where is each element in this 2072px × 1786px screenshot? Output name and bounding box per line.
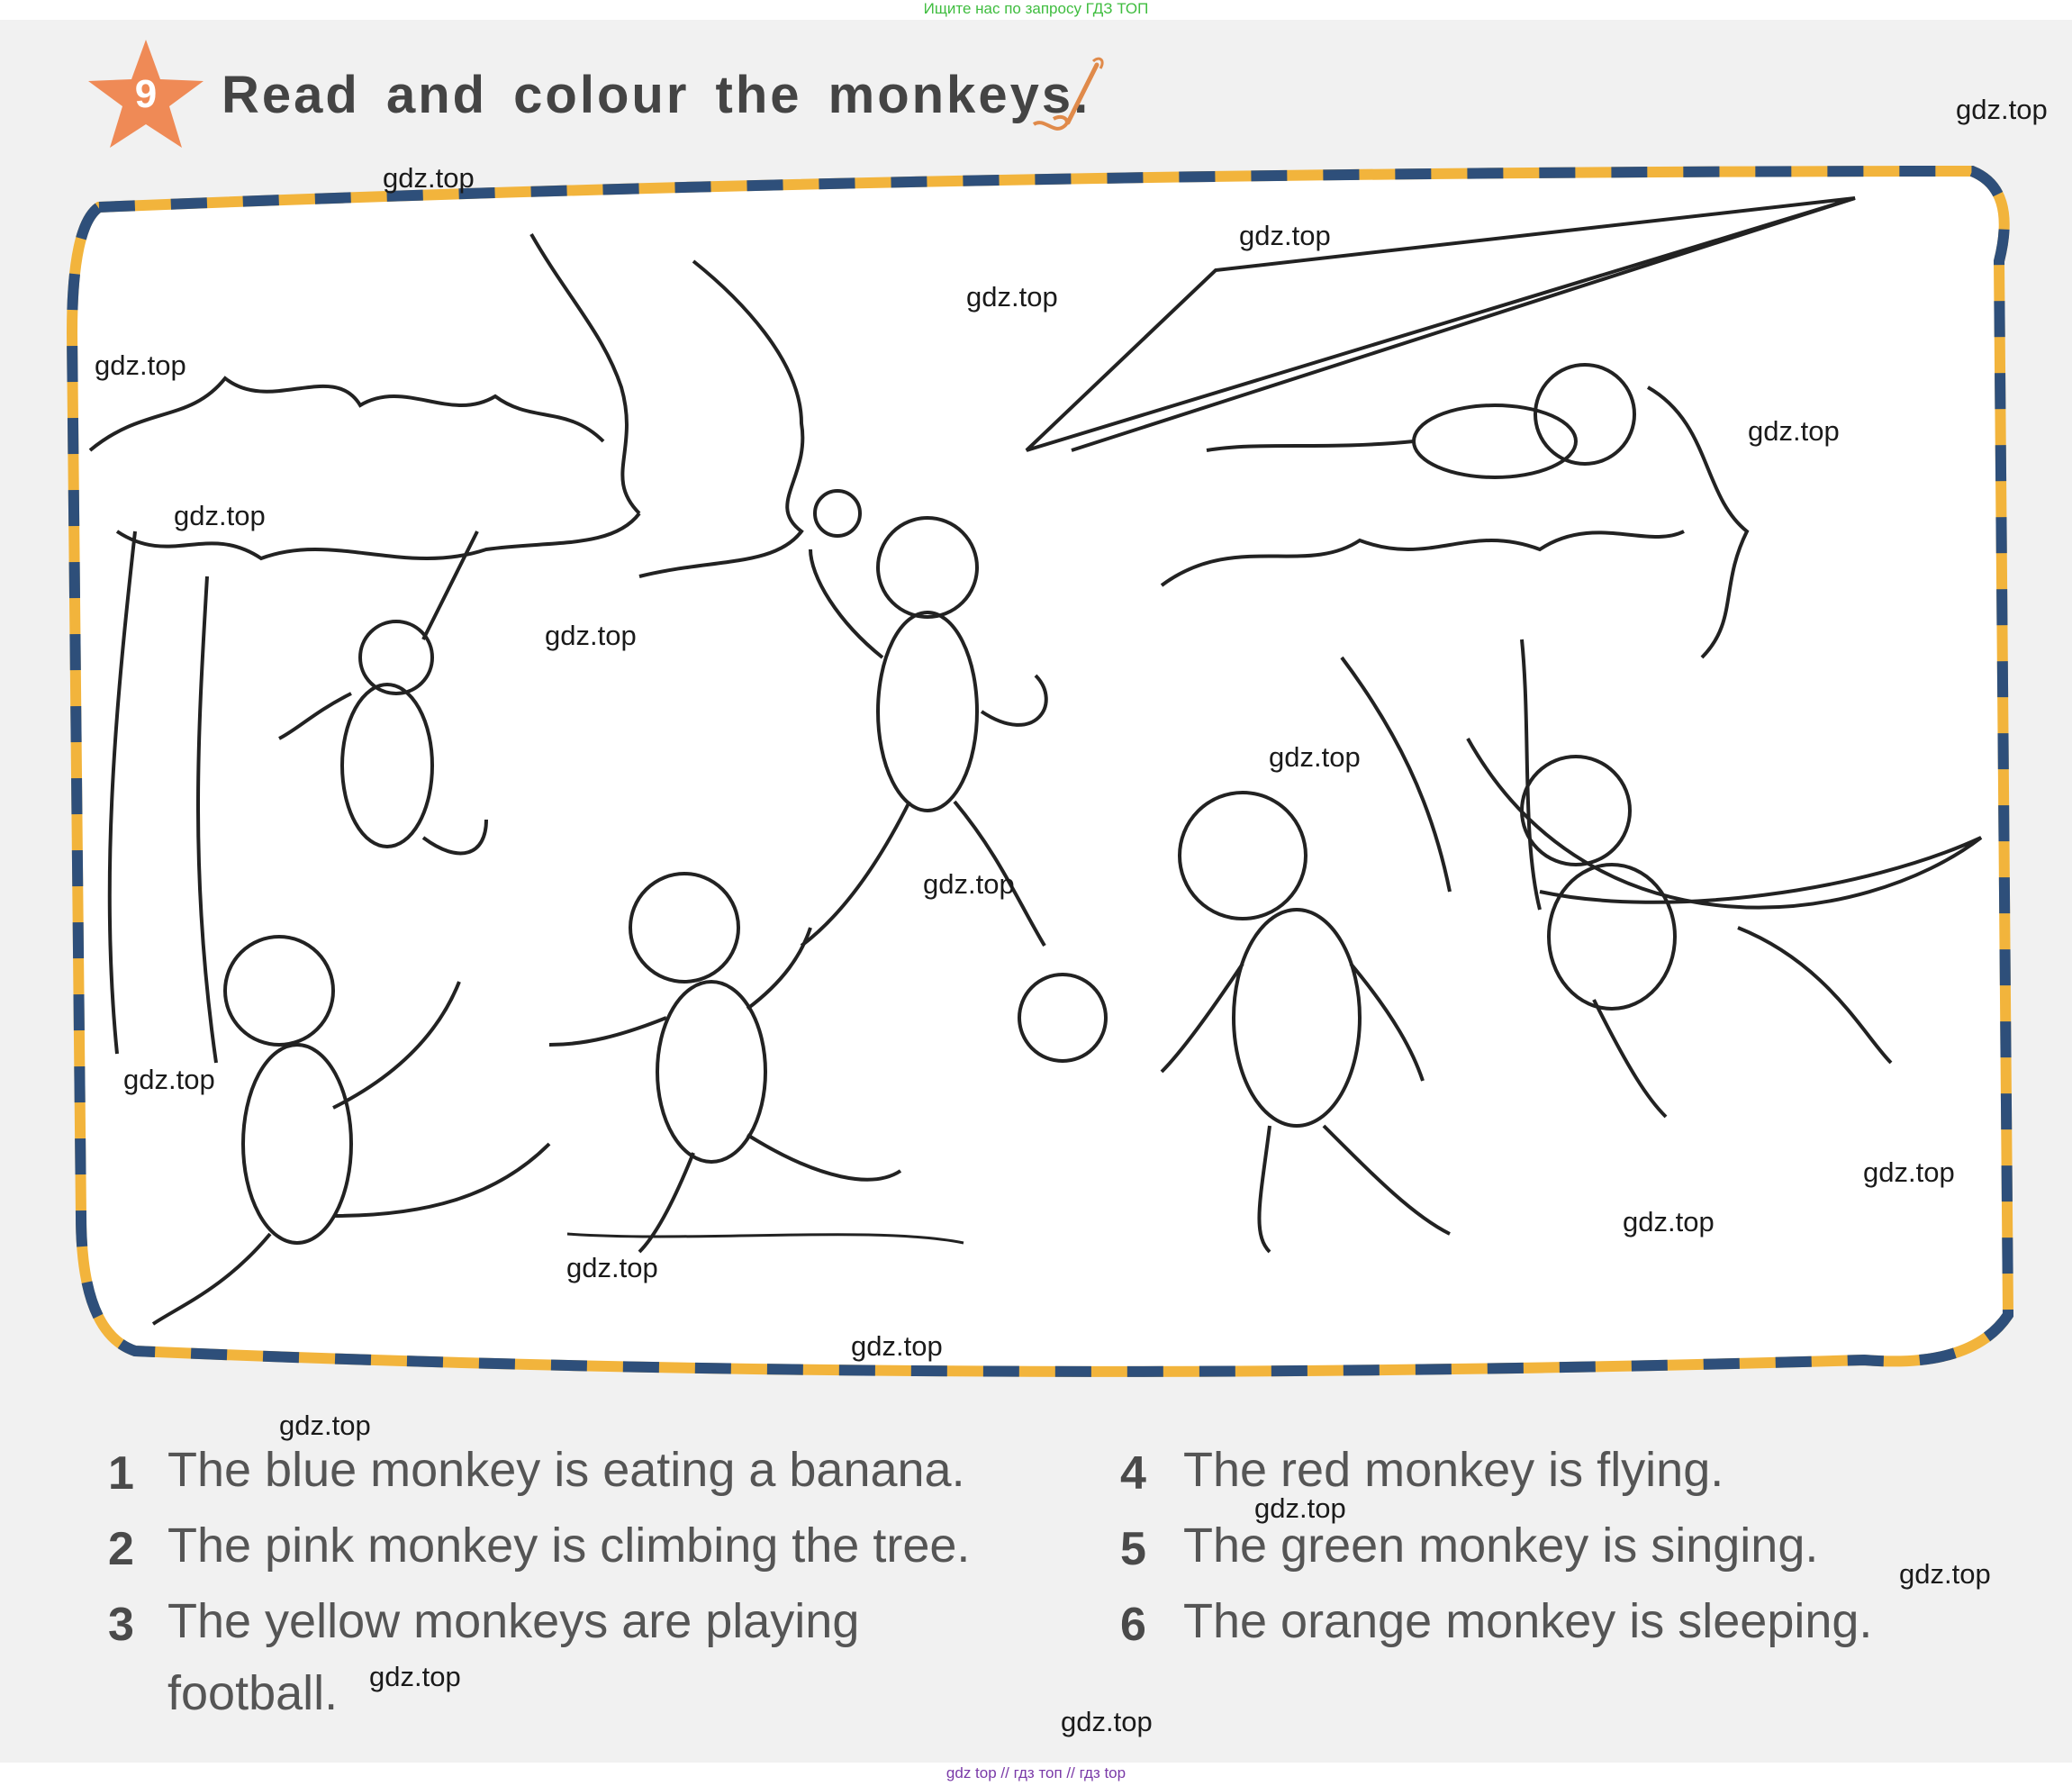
sentence-text: The blue monkey is eating a banana.	[167, 1443, 965, 1497]
exercise-title: Read and colour the monkeys.	[222, 66, 1091, 124]
watermark: gdz.top	[1269, 741, 1361, 773]
sentence-text: The green monkey is singing.	[1183, 1519, 1819, 1573]
sentence-text: The red monkey is flying.	[1183, 1443, 1724, 1497]
sentence-number: 6	[1120, 1599, 1146, 1651]
watermark: gdz.top	[566, 1252, 658, 1283]
watermark: gdz.top	[383, 162, 475, 194]
monkey-picture	[63, 153, 2026, 1396]
watermark: gdz.top	[174, 500, 266, 531]
watermark: gdz.top	[923, 868, 1015, 900]
watermark: gdz.top	[545, 620, 637, 651]
sentence-number: 5	[1120, 1523, 1146, 1575]
watermark: gdz.top	[1254, 1492, 1346, 1524]
bottom-banner: gdz top // гдз топ // гдз top	[946, 1764, 1126, 1781]
top-banner: Ищите нас по запросу ГДЗ ТОП	[923, 0, 1149, 17]
sentence-number: 3	[108, 1599, 134, 1651]
sentence-text: The pink monkey is climbing the tree.	[167, 1519, 971, 1573]
watermark: gdz.top	[1899, 1558, 1991, 1590]
sentence-number: 4	[1120, 1447, 1146, 1500]
sentence-text-continued: football.	[167, 1666, 339, 1720]
watermark: gdz.top	[1863, 1156, 1955, 1188]
watermark: gdz.top	[1748, 415, 1840, 447]
sentence-text: The orange monkey is sleeping.	[1183, 1594, 1873, 1648]
watermark: gdz.top	[1956, 94, 2048, 125]
watermark: gdz.top	[123, 1064, 215, 1095]
watermark: gdz.top	[851, 1330, 943, 1362]
exercise-number: 9	[134, 72, 158, 116]
watermark: gdz.top	[1623, 1206, 1715, 1238]
sentence-number: 2	[108, 1523, 134, 1575]
paintbrush-icon	[1027, 54, 1117, 144]
watermark: gdz.top	[95, 349, 186, 381]
sentence-text: The yellow monkeys are playing	[167, 1594, 860, 1648]
watermark: gdz.top	[966, 281, 1058, 313]
watermark: gdz.top	[279, 1410, 371, 1441]
watermark: gdz.top	[369, 1661, 461, 1692]
picture-background	[72, 171, 2008, 1372]
sentence-number: 1	[108, 1447, 134, 1500]
watermark: gdz.top	[1061, 1706, 1153, 1737]
watermark: gdz.top	[1239, 220, 1331, 251]
